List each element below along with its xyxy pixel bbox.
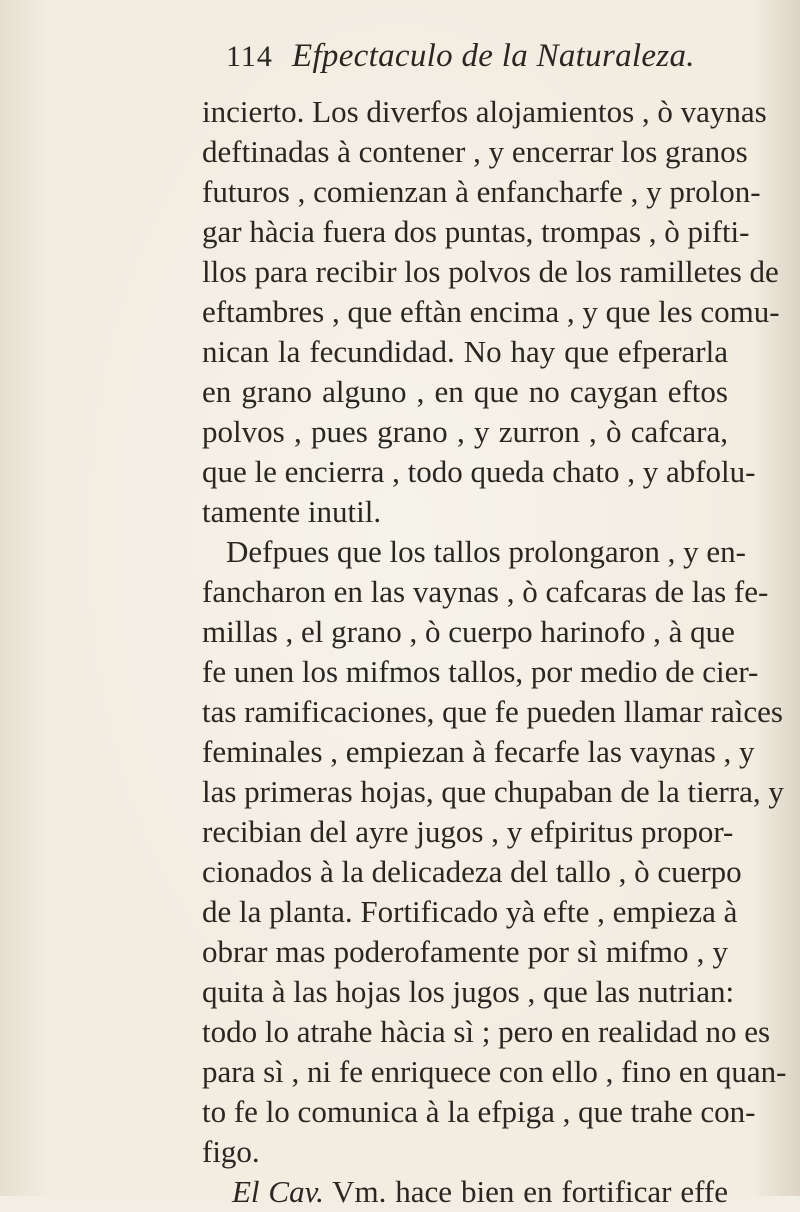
text-line: feminales , empiezan à fecarfe las vaynas , y [202,734,755,769]
text-line: gar hàcia fuera dos puntas, trompas , ò pifti- [202,214,750,249]
text-line: que le encierra , todo queda chato , y abfolu- [202,454,756,489]
text-line: quita à las hojas los jugos , que las nutrian: [202,974,735,1009]
text-line: todo lo atrahe hàcia sì ; pero en realidad no es [202,1014,771,1049]
text-line: fancharon en las vaynas , ò cafcaras de las fe- [202,574,769,609]
text-line: recibian del ayre jugos , y efpiritus propor- [202,814,734,849]
speaker-text: Vm. hace bien en fortificar effe [332,1174,728,1209]
text-line: polvos , pues grano , y zurron , ò cafcara, [202,414,728,449]
text-line: llos para recibir los polvos de los ramilletes de [202,254,779,289]
running-title: Efpectaculo de la Naturaleza. [292,38,695,74]
text-line: de la planta. Fortificado yà efte , empieza à [202,894,738,929]
text-line: eftambres , que eftàn encima , y que les comu- [202,294,780,329]
text-line: tas ramificaciones, que fe pueden llamar raìces [202,694,783,729]
text-line: fe unen los mifmos tallos, por medio de cier- [202,654,759,689]
text-line: las primeras hojas, que chupaban de la tierra, y [202,774,784,809]
text-line: en grano alguno , en que no caygan eftos [202,374,728,409]
page-number: 114 [226,40,273,73]
text-line: para sì , ni fe enriquece con ello , fino en quan- [202,1054,787,1089]
speaker-name: El Cav. [232,1174,324,1209]
text-line: futuros , comienzan à enfancharfe , y prolon- [202,174,761,209]
text-line: Defpues que los tallos prolongaron , y en- [226,534,746,569]
text-line: obrar mas poderofamente por sì mifmo , y [202,934,728,969]
text-line: cionados à la delicadeza del tallo , ò cuerpo [202,854,742,889]
text-line: incierto. Los diverfos alojamientos , ò vaynas [202,94,767,129]
text-line: to fe lo comunica à la efpiga , que trahe con- [202,1094,756,1129]
text-line: nican la fecundidad. No hay que efperarla [202,334,728,369]
text-line: figo. [202,1134,260,1169]
text-line [232,1172,728,1212]
text-line: millas , el grano , ò cuerpo harinofo , à que [202,614,735,649]
text-line: tamente inutil. [202,494,382,529]
page-header [226,38,695,78]
text-line: deftinadas à contener , y encerrar los granos [202,134,748,169]
